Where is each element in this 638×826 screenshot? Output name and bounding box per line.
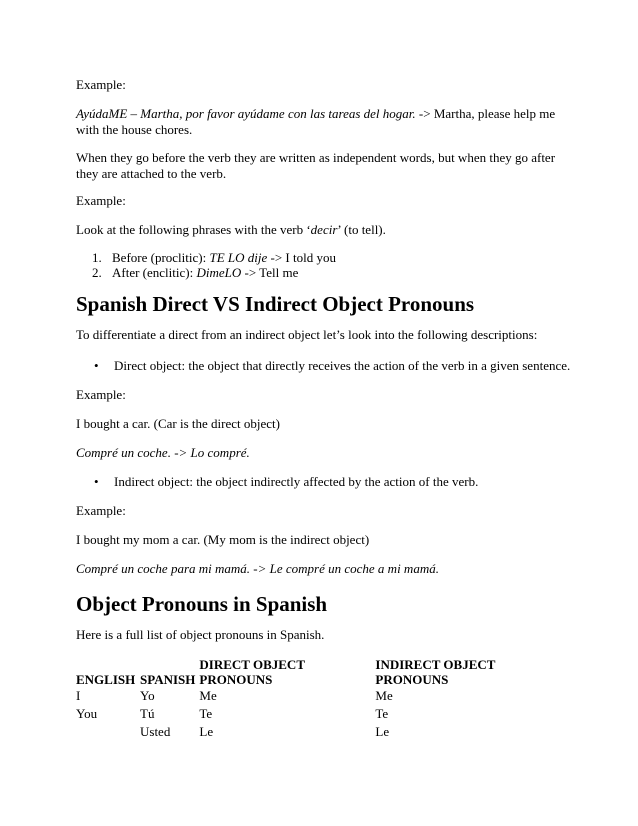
cell-english: I [76,688,81,703]
cell-indirect: Le [375,724,390,739]
example-label: Example: [76,77,126,92]
pronoun-table [74,657,547,741]
list-translation: -> I told you [267,250,336,265]
cell-indirect: Te [375,706,389,721]
cell-direct: Le [199,724,214,739]
cell-english: You [76,706,98,721]
cell-spanish: Tú [140,706,155,721]
header-direct-line1: DIRECT OBJECT [199,657,305,672]
section-heading-object-pronouns: Object Pronouns in Spanish [76,592,328,616]
indirect-example-spanish: Compré un coche para mi mamá. -> Le compré un coche a mi mamá. [76,561,439,576]
cell-direct: Me [199,688,217,703]
verb-intro-paragraph [76,222,566,238]
list-spanish: TE LO dije [209,250,268,265]
differentiate-paragraph: To differentiate a direct from an indirect object let’s look into the following descriptions: [76,327,538,342]
header-indirect-line2: PRONOUNS [375,672,449,687]
header-spanish: SPANISH [140,672,196,687]
header-indirect-line1: INDIRECT OBJECT [375,657,496,672]
header-indirect [373,657,547,687]
list-label: Before (proclitic): [112,250,210,265]
english-translation: -> Martha, please help me with the house chores. [76,106,556,137]
header-direct [197,657,373,687]
section-heading-direct-vs-indirect: Spanish Direct VS Indirect Object Pronouns [76,292,475,316]
example-label: Example: [76,193,126,208]
indirect-object-bullet: Indirect object: the object indirectly affected by the action of the verb. [114,474,479,489]
cell-indirect: Me [375,688,393,703]
table-intro-paragraph: Here is a full list of object pronouns in Spanish. [76,627,325,642]
header-direct-line2: PRONOUNS [199,672,273,687]
spanish-example: AyúdaME – Martha, por favor ayúdame con las tareas del hogar. [76,106,416,121]
example-sentence [76,106,576,138]
verb-name: decir [310,222,338,237]
table-header-row [74,657,547,687]
cell-direct: Te [199,706,213,721]
bullet-icon: • [94,358,99,373]
example-label: Example: [76,503,126,518]
list-translation: -> Tell me [241,265,299,280]
list-item [92,250,336,266]
cell-spanish: Yo [140,688,155,703]
list-spanish: DimeLO [196,265,242,280]
explanation-paragraph: When they go before the verb they are written as independent words, but when they go after they are attached to the verb. [76,150,556,181]
header-english: ENGLISH [76,672,136,687]
verb-intro-text: Look at the following phrases with the verb ‘ [76,222,311,237]
list-label: After (enclitic): [112,265,197,280]
cell-spanish: Usted [140,724,171,739]
list-number: 2. [92,265,102,280]
bullet-icon: • [94,474,99,489]
list-item [92,265,298,281]
direct-object-bullet: Direct object: the object that directly receives the action of the verb in a given sentence. [114,358,571,373]
table-row [74,705,547,723]
example-label: Example: [76,387,126,402]
direct-example-spanish: Compré un coche. -> Lo compré. [76,445,250,460]
indirect-example-english: I bought my mom a car. (My mom is the indirect object) [76,532,370,547]
cell-english [74,723,138,741]
table-row [74,687,547,705]
verb-intro-text-end: ’ (to tell). [337,222,386,237]
list-number: 1. [92,250,102,265]
table-row [74,723,547,741]
direct-example-english: I bought a car. (Car is the direct object) [76,416,280,431]
